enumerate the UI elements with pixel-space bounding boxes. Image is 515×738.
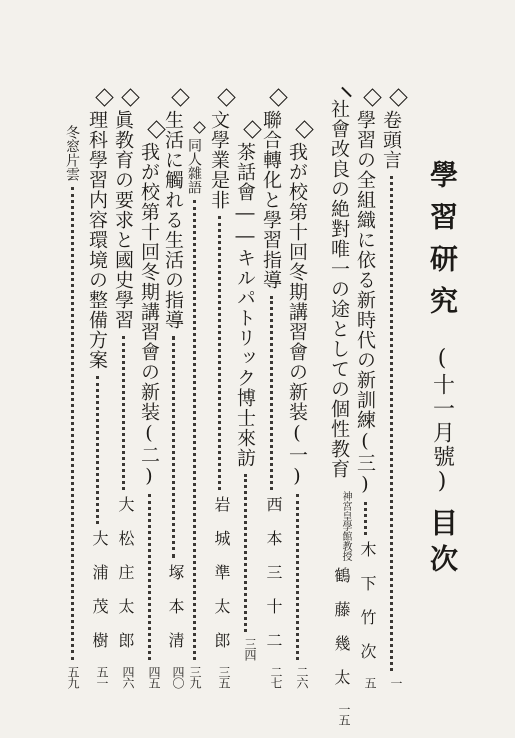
entry-title: 我が校第十回冬期講習會の新装(二) (138, 142, 160, 488)
entry-title: 同人雜語 (186, 138, 202, 194)
leader-dots (193, 200, 196, 660)
entry-affiliation: 神宮皇學館教授 (340, 491, 351, 561)
toc-entry[interactable] (352, 88, 379, 688)
entry-author: 鶴藤幾太 (332, 567, 351, 703)
leader-dots (172, 336, 175, 558)
entry-page: 三五 (217, 666, 231, 688)
entry-title: 卷頭言 (380, 110, 402, 170)
diamond-bullet-icon (295, 120, 313, 138)
entry-author: 大浦茂樹 (90, 530, 109, 666)
diamond-bullet-icon (121, 88, 139, 106)
diamond-bullet-icon (363, 88, 381, 106)
diamond-bullet-icon (243, 120, 261, 138)
diamond-bullet-icon (193, 121, 206, 134)
toc-entry[interactable] (326, 88, 353, 725)
toc-entry[interactable] (62, 125, 82, 688)
toc-entry[interactable] (84, 88, 111, 688)
toc-entry[interactable] (160, 88, 187, 688)
diamond-bullet-icon (217, 88, 235, 106)
toc-entry[interactable] (110, 88, 137, 688)
entry-title: 聯合轉化と學習指導 (260, 110, 282, 290)
journal-title: 學習研究 (426, 160, 459, 328)
toc-entry[interactable] (378, 88, 405, 688)
diamond-bullet-icon (171, 88, 189, 106)
entry-page: 二六 (295, 666, 309, 688)
leader-dots (296, 494, 299, 660)
entry-title: 社會改良の絶對唯一の途としての個性教育 (328, 99, 350, 479)
entry-title: 眞教育の要求と國史學習 (112, 110, 134, 330)
entry-page: 五九 (66, 666, 80, 688)
toc-entry[interactable] (232, 120, 259, 660)
entry-author: 西本三十二 (264, 496, 283, 666)
entry-author: 塚本清 (166, 564, 185, 666)
toc-entry[interactable] (184, 120, 204, 688)
entry-page: 四〇 (171, 666, 185, 688)
diamond-bullet-icon (341, 87, 352, 98)
leader-dots (218, 216, 221, 490)
entry-title: 生活に觸れる生活の指導 (162, 110, 184, 330)
leader-dots (96, 376, 99, 524)
entry-author: 岩城準太郎 (212, 496, 231, 666)
entry-page: 五一 (95, 666, 109, 688)
toc-entry[interactable] (284, 120, 311, 688)
toc-entry[interactable] (206, 88, 233, 688)
entry-title: 學習の全組織に依る新時代の新訓練(三) (354, 110, 376, 496)
diamond-bullet-icon (389, 88, 407, 106)
entry-title: 冬窓片雲 (64, 125, 80, 181)
entry-title: 文學業是非 (208, 110, 230, 210)
leader-dots (244, 474, 247, 632)
entry-page: 三九 (188, 666, 202, 688)
issue-month: (十一月號) (429, 346, 455, 496)
leader-dots (148, 494, 151, 660)
entry-page: 一 (389, 677, 403, 688)
entry-title: 我が校第十回冬期講習會の新装(一) (286, 142, 308, 488)
toc-entry[interactable] (136, 120, 163, 688)
leader-dots (122, 336, 125, 490)
leader-dots (270, 296, 273, 490)
leader-dots (364, 502, 367, 535)
entry-page: 一五 (337, 703, 351, 725)
diamond-bullet-icon (147, 120, 165, 138)
diamond-bullet-icon (95, 88, 113, 106)
entry-author: 木下竹次 (358, 541, 377, 677)
entry-page: 四五 (147, 666, 161, 688)
entry-title: 理科學習内容環境の整備方案 (86, 110, 108, 370)
entry-page: 四六 (121, 666, 135, 688)
entry-page: 三四 (243, 638, 257, 660)
entry-page: 五 (363, 677, 377, 688)
leader-dots (71, 187, 74, 660)
entry-title: 茶話會――キルパトリック博士來訪 (234, 142, 256, 468)
diamond-bullet-icon (269, 88, 287, 106)
toc-entry[interactable] (258, 88, 285, 688)
entry-page: 二七 (269, 666, 283, 688)
entry-author: 大松庄太郎 (116, 496, 135, 666)
toc-heading: 目次 (426, 508, 459, 580)
toc-title-block (420, 160, 464, 580)
leader-dots (390, 176, 393, 671)
